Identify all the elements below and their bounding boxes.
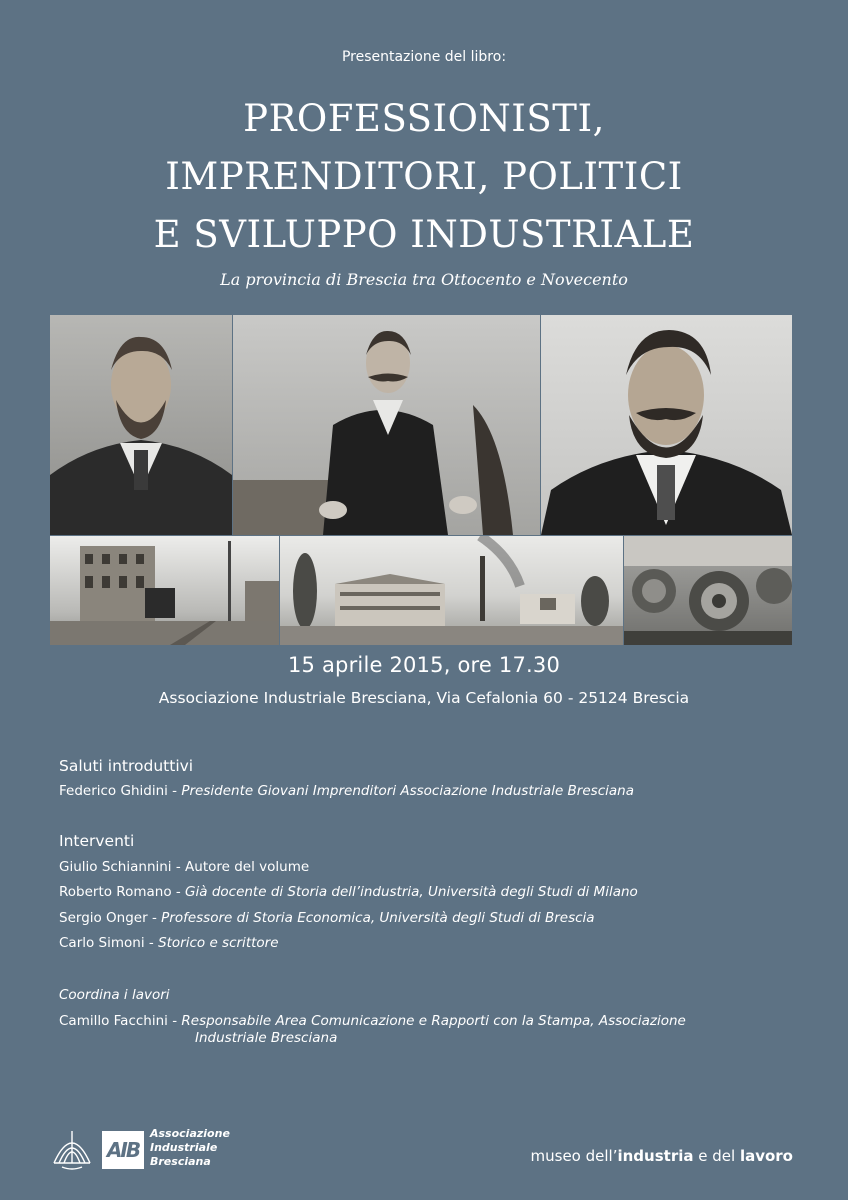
speaker-name: Camillo Facchini <box>59 1013 168 1029</box>
kicker-text: Presentazione del libro: <box>341 49 507 65</box>
title-line-2: IMPRENDITORI, POLITICI <box>165 155 683 198</box>
speaker-role: Autore del volume <box>185 859 310 875</box>
speaker-name: Sergio Onger <box>59 910 148 926</box>
chair-title: Coordina i lavori <box>59 987 170 1003</box>
museum-name-lavoro: lavoro <box>739 1147 793 1165</box>
event-venue: Associazione Industriale Bresciana, Via Cefalonia 60 - 25124 Brescia <box>158 689 690 707</box>
machinery-photo <box>624 536 792 645</box>
greetings-line: Federico Ghidini - Presidente Giovani Imprenditori Associazione Industriale Bresciana <box>59 783 634 799</box>
association-name <box>150 1127 230 1169</box>
factory-scene-photo <box>280 536 623 645</box>
portrait-photo-2 <box>233 315 540 535</box>
subtitle: La provincia di Brescia tra Ottocento e Novecento <box>220 270 628 289</box>
association-name-line-1: Associazione <box>150 1127 230 1140</box>
speaker-role: Già docente di Storia dell’industria, Università degli Studi di Milano <box>185 884 638 900</box>
speaker-name: Giulio Schiannini <box>59 859 172 875</box>
museum-name-mid: e del <box>693 1147 740 1165</box>
speaker-role: Storico e scrittore <box>158 935 279 951</box>
museum-name-prefix: museo dell’ <box>530 1147 618 1165</box>
speaker-role: Professore di Storia Economica, Università degli Studi di Brescia <box>161 910 595 926</box>
museum-name <box>531 1147 793 1165</box>
title-line-3: E SVILUPPO INDUSTRIALE <box>153 213 695 256</box>
association-name-line-2: Industriale <box>150 1141 218 1154</box>
shell-logo-icon <box>50 1127 94 1171</box>
speaker-role: Responsabile Area Comunicazione e Rapporti con la Stampa, Associazione <box>181 1013 686 1029</box>
speaker-role: Presidente Giovani Imprenditori Associazione Industriale Bresciana <box>181 783 634 799</box>
talk-line-4: Carlo Simoni - Storico e scrittore <box>59 935 279 951</box>
speaker-name: Roberto Romano <box>59 884 172 900</box>
portrait-photo-1 <box>50 315 232 535</box>
aib-logo-icon: AIB <box>102 1131 144 1169</box>
talks-title: Interventi <box>59 832 135 850</box>
portrait-photo-3 <box>541 315 792 535</box>
title-line-1: PROFESSIONISTI, <box>243 97 605 140</box>
street-scene-photo <box>50 536 279 645</box>
speaker-name: Federico Ghidini <box>59 783 168 799</box>
museum-name-industria: industria <box>617 1147 694 1165</box>
talk-line-3: Sergio Onger - Professore di Storia Economica, Università degli Studi di Brescia <box>59 910 595 926</box>
chair-role-line-2: Industriale Bresciana <box>195 1030 338 1046</box>
association-name-line-3: Bresciana <box>150 1155 211 1168</box>
chair-line: Camillo Facchini - Responsabile Area Comunicazione e Rapporti con la Stampa, Associazione <box>59 1013 686 1029</box>
association-logo-block <box>50 1125 250 1173</box>
talk-line-1: Giulio Schiannini - Autore del volume <box>59 859 310 875</box>
talk-line-2: Roberto Romano - Già docente di Storia dell’industria, Università degli Studi di Milano <box>59 884 638 900</box>
greetings-title: Saluti introduttivi <box>59 757 194 775</box>
event-date: 15 aprile 2015, ore 17.30 <box>287 653 561 677</box>
speaker-name: Carlo Simoni <box>59 935 145 951</box>
